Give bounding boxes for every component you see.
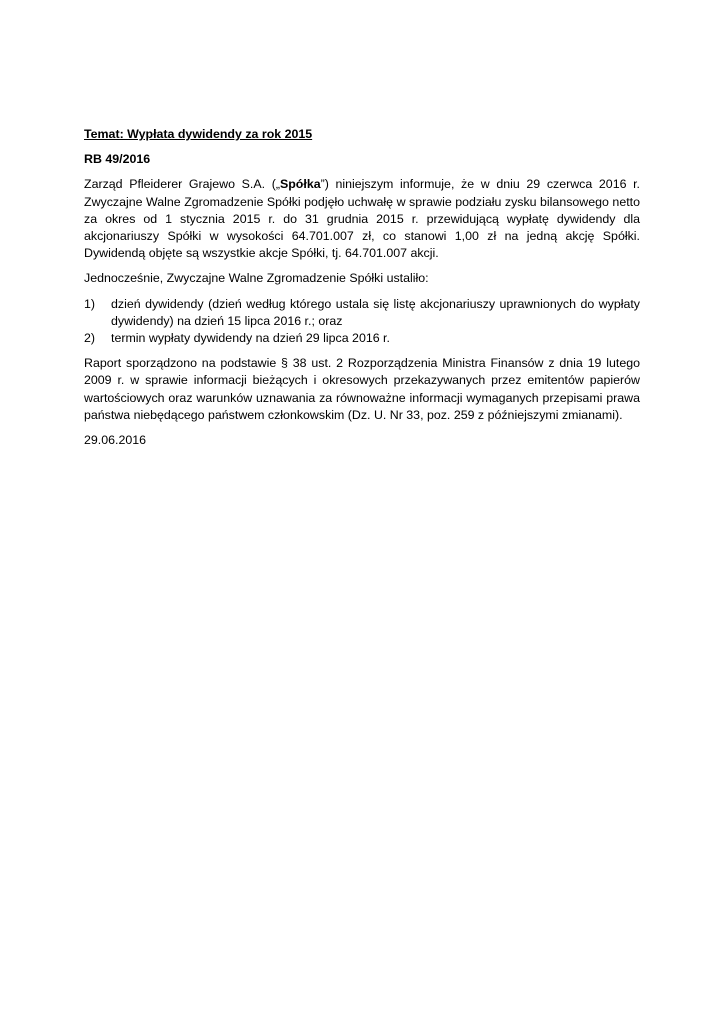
- resolution-intro-paragraph: Jednocześnie, Zwyczajne Walne Zgromadzenie Spółki ustaliło:: [84, 271, 429, 286]
- list-item: [84, 296, 640, 330]
- announcement-paragraph: [84, 176, 640, 262]
- company-defined-term: Spółka: [279, 177, 321, 192]
- list-item-text: termin wypłaty dywidendy na dzień 29 lipca 2016 r.: [111, 331, 390, 346]
- report-number: RB 49/2016: [84, 152, 151, 167]
- document-page: [84, 126, 640, 449]
- document-date: 29.06.2016: [84, 433, 147, 448]
- list-item-number: 2): [84, 331, 96, 346]
- list-item-text: dzień dywidendy (dzień według którego ustala się listę akcjonariuszy uprawnionych do wypłaty dywidendy) na dzień 15 lipca 2016 r.; oraz: [111, 296, 640, 328]
- legal-basis-paragraph: Raport sporządzono na podstawie § 38 ust. 2 Rozporządzenia Ministra Finansów z dnia 19 lutego 2009 r. w sprawie informacji bieżących i okresowych przekazywanych przez emitentów papierów wartościowych oraz warunków uznawania za równoważne informacji wymaganych przepisami prawa państwa niebędącego państwem członkowskim (Dz. U. Nr 33, poz. 259 z późniejszymi zmianami).: [84, 356, 640, 422]
- resolution-list: [84, 296, 640, 348]
- document-subject: Temat: Wypłata dywidendy za rok 2015: [84, 127, 313, 141]
- paragraph-text-start: Zarząd Pfleiderer Grajewo S.A. („: [84, 177, 280, 192]
- list-item: [84, 330, 640, 347]
- list-item-number: 1): [84, 296, 96, 311]
- paragraph-text-rest: ”) niniejszym informuje, że w dniu 29 czerwca 2016 r. Zwyczajne Walne Zgromadzenie Spółki podjęło uchwałę w sprawie podziału zysku bilansowego netto za okres od 1 stycznia 2015 r. do 31 grudnia 2015 r. przewidującą wypłatę dywidendy dla akcjonariuszy Spółki w wysokości 64.701.007 zł, co stanowi 1,00 zł na jedną akcję Spółki. Dywidendą objęte są wszystkie akcje Spółki, tj. 64.701.007 akcji.: [84, 177, 640, 261]
